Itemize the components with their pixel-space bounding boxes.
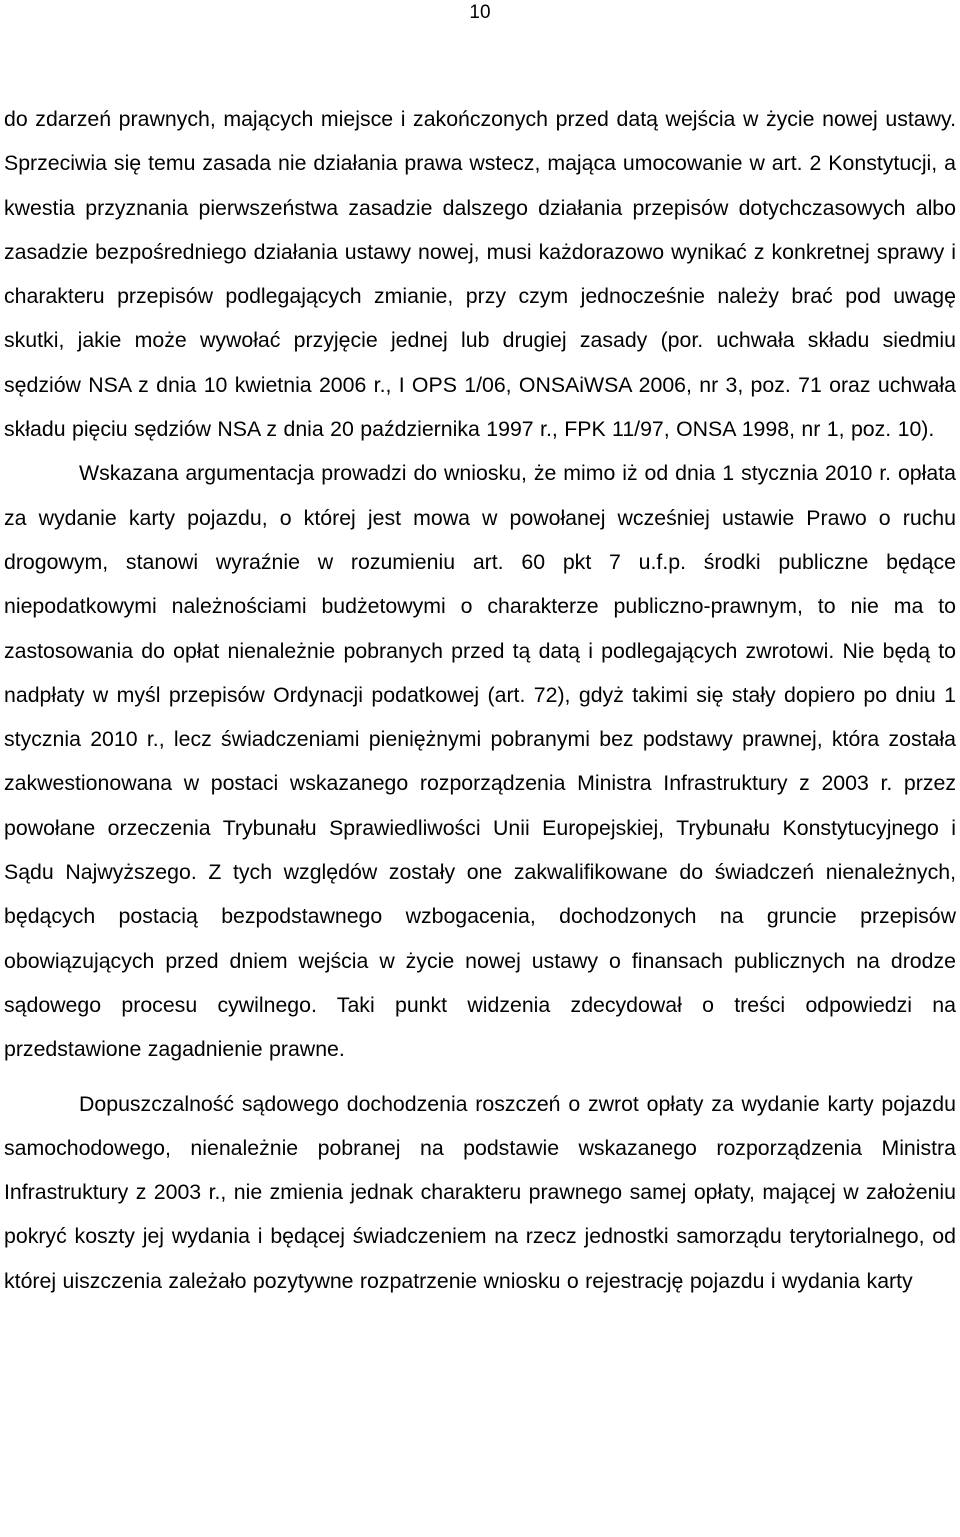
- paragraph-3: Dopuszczalność sądowego dochodzenia roszczeń o zwrot opłaty za wydanie karty pojazdu samochodowego, nienależnie pobranej na podstawie wskazanego rozporządzenia Ministra Infrastruktury z 2003 r., nie zmienia jednak charakteru prawnego samej opłaty, mającej w założeniu pokryć koszty jej wydania i będącej świadczeniem na rzecz jednostki samorządu terytorialnego, od której uiszczenia zależało pozytywne rozpatrzenie wniosku o rejestrację pojazdu i wydania karty: [4, 1091, 956, 1293]
- paragraph-2: Wskazana argumentacja prowadzi do wniosku, że mimo iż od dnia 1 stycznia 2010 r. opłata za wydanie karty pojazdu, o której jest mowa w powołanej wcześniej ustawie Prawo o ruchu drogowym, stanowi wyraźnie w rozumieniu art. 60 pkt 7 u.f.p. środki publiczne będące niepodatkowymi należnościami budżetowymi o charakterze publiczno-prawnym, to nie ma to zastosowania do opłat nienależnie pobranych przed tą datą i podlegających zwrotowi. Nie będą to nadpłaty w myśl przepisów Ordynacji podatkowej (art. 72), gdyż takimi się stały dopiero po dniu 1 stycznia 2010 r., lecz świadczeniami pieniężnymi pobranymi bez podstawy prawnej, która została zakwestionowana w postaci wskazanego rozporządzenia Ministra Infrastruktury z 2003 r. przez powołane orzeczenia Trybunału Sprawiedliwości Unii Europejskiej, Trybunału Konstytucyjnego i Sądu Najwyższego. Z tych względów zostały one zakwalifikowane do świadczeń nienależnych, będących postacią bezpodstawnego wzbogacenia, dochodzonych na gruncie przepisów obowiązujących przed dniem wejścia w życie nowej ustawy o finansach publicznych na drodze sądowego procesu cywilnego. Taki punkt widzenia zdecydował o treści odpowiedzi na przedstawione zagadnienie prawne.: [4, 461, 956, 1062]
- page-number: 10: [469, 2, 491, 23]
- document-body: [4, 97, 956, 1303]
- paragraph-1: do zdarzeń prawnych, mających miejsce i zakończonych przed datą wejścia w życie nowej ustawy. Sprzeciwia się temu zasada nie działania prawa wstecz, mająca umocowanie w art. 2 Konstytucji, a kwestia przyznania pierwszeństwa zasadzie dalszego działania przepisów dotychczasowych albo zasadzie bezpośredniego działania ustawy nowej, musi każdorazowo wynikać z konkretnej sprawy i charakteru przepisów podlegających zmianie, przy czym jednocześnie należy brać pod uwagę skutki, jakie może wywołać przyjęcie jednej lub drugiej zasady (por. uchwała składu siedmiu sędziów NSA z dnia 10 kwietnia 2006 r., I OPS 1/06, ONSAiWSA 2006, nr 3, poz. 71 oraz uchwała składu pięciu sędziów NSA z dnia 20 października 1997 r., FPK 11/97, ONSA 1998, nr 1, poz. 10).: [4, 107, 956, 442]
